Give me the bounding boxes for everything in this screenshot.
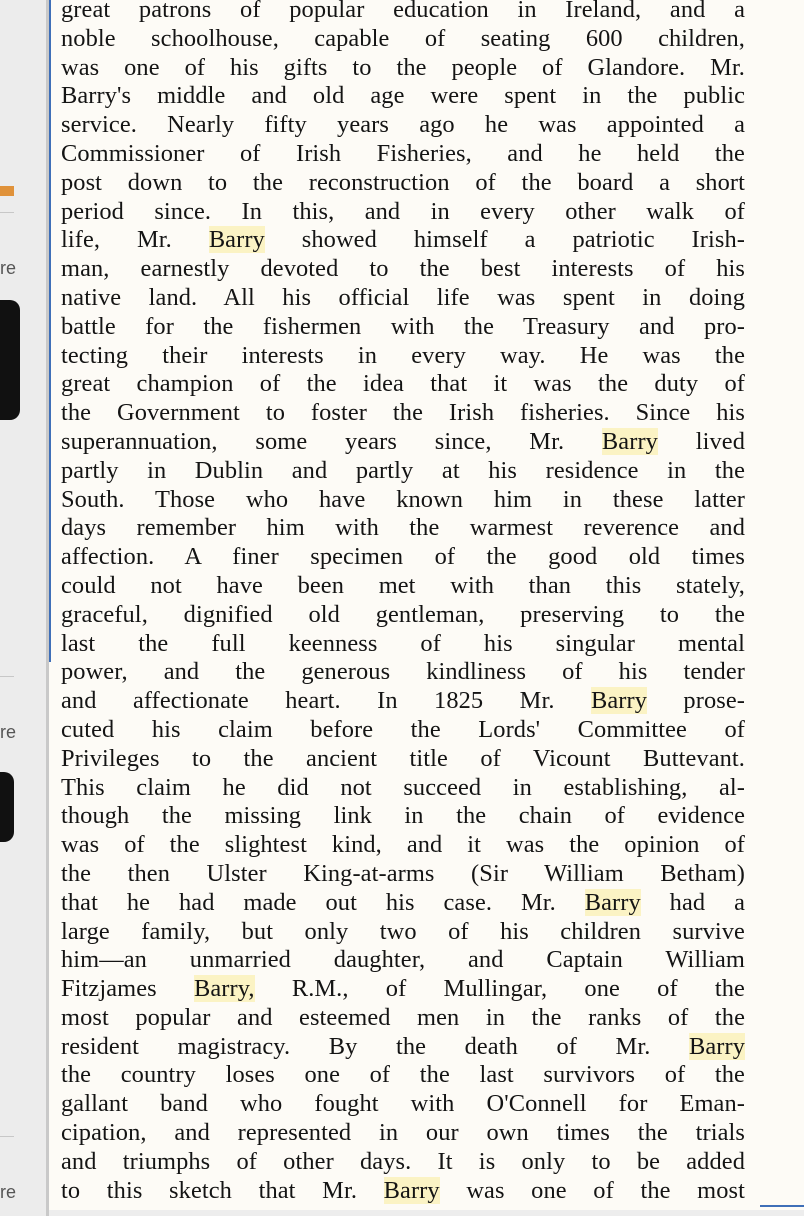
article-line: [61, 370, 745, 399]
line-text: man, earnestly devoted to the best interests of his: [61, 255, 745, 283]
dark-image-fragment: [0, 772, 14, 842]
line-text: post down to the reconstruction of the board a short: [61, 168, 745, 196]
search-highlight: Barry: [601, 427, 658, 455]
article-line: [61, 658, 745, 687]
article-line: [61, 198, 745, 227]
line-text: him—an unmarried daughter, and Captain William: [61, 946, 745, 974]
line-text: cipation, and represented in our own times the trials: [61, 1119, 745, 1147]
article-line: [61, 111, 745, 140]
line-text: noble schoolhouse, capable of seating 600 children,: [61, 24, 745, 52]
article-line: [61, 140, 745, 169]
selection-edge-bottom: [760, 1205, 804, 1207]
line-text: native land. All his official life was spent in doing: [61, 283, 745, 311]
search-highlight: Barry: [590, 687, 647, 715]
article-line: [61, 543, 745, 572]
line-text: great patrons of popular education in Ireland, and a: [61, 0, 745, 23]
background-window-strip: [0, 0, 46, 1216]
line-text: service. Nearly fifty years ago he was appointed a: [61, 111, 745, 139]
article-line: [61, 514, 745, 543]
newspaper-clipping-viewer[interactable]: [49, 0, 804, 1210]
line-text: Commissioner of Irish Fisheries, and he held the: [61, 139, 745, 167]
article-line: [61, 1061, 745, 1090]
side-text-fragment: re: [0, 258, 17, 278]
line-text: Privileges to the ancient title of Vicount Buttevant.: [61, 744, 745, 772]
line-text: Barry's middle and old age were spent in the public: [61, 82, 745, 110]
line-text: R.M., of Mullingar, one of the: [254, 975, 745, 1003]
line-text: to this sketch that Mr.: [61, 1176, 384, 1204]
line-text: and triumphs of other days. It is only to be added: [61, 1147, 745, 1175]
line-text: days remember him with the warmest reverence and: [61, 514, 745, 542]
article-line: [61, 255, 745, 284]
line-text: resident magistracy. By the death of Mr.: [61, 1032, 689, 1060]
line-text: the then Ulster King-at-arms (Sir William Betham): [61, 859, 745, 887]
search-highlight: Barry: [208, 226, 265, 254]
article-line: [61, 860, 745, 889]
line-text: lived: [657, 427, 745, 455]
article-line: [61, 918, 745, 947]
line-text: partly in Dublin and partly at his residence in the: [61, 456, 745, 484]
article-line: [61, 716, 745, 745]
line-text: and affectionate heart. In 1825 Mr.: [61, 687, 591, 715]
search-highlight: Barry: [688, 1032, 745, 1060]
line-text: period since. In this, and in every other walk of: [61, 197, 745, 225]
line-text: had a: [640, 888, 746, 916]
search-highlight: Barry: [584, 888, 641, 916]
line-text: was of the slightest kind, and it was the opinion of: [61, 831, 745, 859]
article-line: [61, 25, 745, 54]
line-text: power, and the generous kindliness of his tender: [61, 658, 745, 686]
line-text: South. Those who have known him in these latter: [61, 485, 745, 513]
line-text: large family, but only two of his children survive: [61, 917, 745, 945]
article-line: [61, 802, 745, 831]
line-text: was one of his gifts to the people of Glandore. Mr.: [61, 53, 745, 81]
article-line: [61, 486, 745, 515]
line-text: was one of the most: [439, 1176, 745, 1204]
article-line: [61, 169, 745, 198]
line-text: prose-: [647, 687, 745, 715]
article-line: [61, 428, 745, 457]
line-text: most popular and esteemed men in the ranks of the: [61, 1003, 745, 1031]
line-text: last the full keenness of his singular mental: [61, 629, 745, 657]
line-text: great champion of the idea that it was the duty of: [61, 370, 745, 398]
article-line: [61, 342, 745, 371]
divider: [0, 212, 14, 213]
article-line: [61, 399, 745, 428]
search-highlight: Barry: [383, 1176, 440, 1204]
article-line: [61, 630, 745, 659]
article-line: [61, 601, 745, 630]
line-text: This claim he did not succeed in establishing, al-: [61, 773, 745, 801]
article-line: [61, 1090, 745, 1119]
line-text: showed himself a patriotic Irish-: [264, 226, 745, 254]
line-text: cuted his claim before the Lords' Committee of: [61, 715, 745, 743]
article-line: [61, 1148, 745, 1177]
article-line: [61, 54, 745, 83]
line-text: the country loses one of the last survivors of the: [61, 1061, 745, 1089]
article-line: [61, 745, 745, 774]
line-text: tecting their interests in every way. He was the: [61, 341, 745, 369]
line-text: graceful, dignified old gentleman, preserving to the: [61, 600, 745, 628]
line-text: life, Mr.: [61, 226, 209, 254]
article-line: [61, 889, 745, 918]
article-line: [61, 774, 745, 803]
line-text: that he had made out his case. Mr.: [61, 888, 585, 916]
article-line: [61, 82, 745, 111]
article-line: [61, 975, 745, 1004]
article-line: [61, 284, 745, 313]
line-text: battle for the fishermen with the Treasury and pro-: [61, 312, 745, 340]
article-line: [61, 0, 745, 25]
orange-accent-mark: [0, 186, 14, 196]
article-line: [61, 226, 745, 255]
article-line: [61, 1033, 745, 1062]
side-text-fragment: re: [0, 1182, 17, 1202]
dark-image-fragment: [0, 300, 20, 420]
line-text: though the missing link in the chain of evidence: [61, 802, 745, 830]
selection-edge: [49, 0, 51, 662]
article-line: [61, 946, 745, 975]
article-line: [61, 831, 745, 860]
search-highlight: Barry,: [193, 975, 255, 1003]
line-text: superannuation, some years since, Mr.: [61, 427, 602, 455]
line-text: affection. A finer specimen of the good old times: [61, 543, 745, 571]
article-line: [61, 457, 745, 486]
article-line: [61, 572, 745, 601]
bottom-edge: [49, 1210, 804, 1216]
divider: [0, 676, 14, 677]
article-text-column: [61, 0, 745, 1205]
article-line: [61, 1004, 745, 1033]
article-line: [61, 1177, 745, 1206]
line-text: gallant band who fought with O'Connell for Eman-: [61, 1090, 745, 1118]
divider: [0, 1136, 14, 1137]
article-line: [61, 313, 745, 342]
line-text: the Government to foster the Irish fisheries. Since his: [61, 399, 745, 427]
article-line: [61, 1119, 745, 1148]
line-text: Fitzjames: [61, 975, 194, 1003]
side-text-fragment: re: [0, 722, 17, 742]
line-text: could not have been met with than this stately,: [61, 571, 745, 599]
article-line: [61, 687, 745, 716]
